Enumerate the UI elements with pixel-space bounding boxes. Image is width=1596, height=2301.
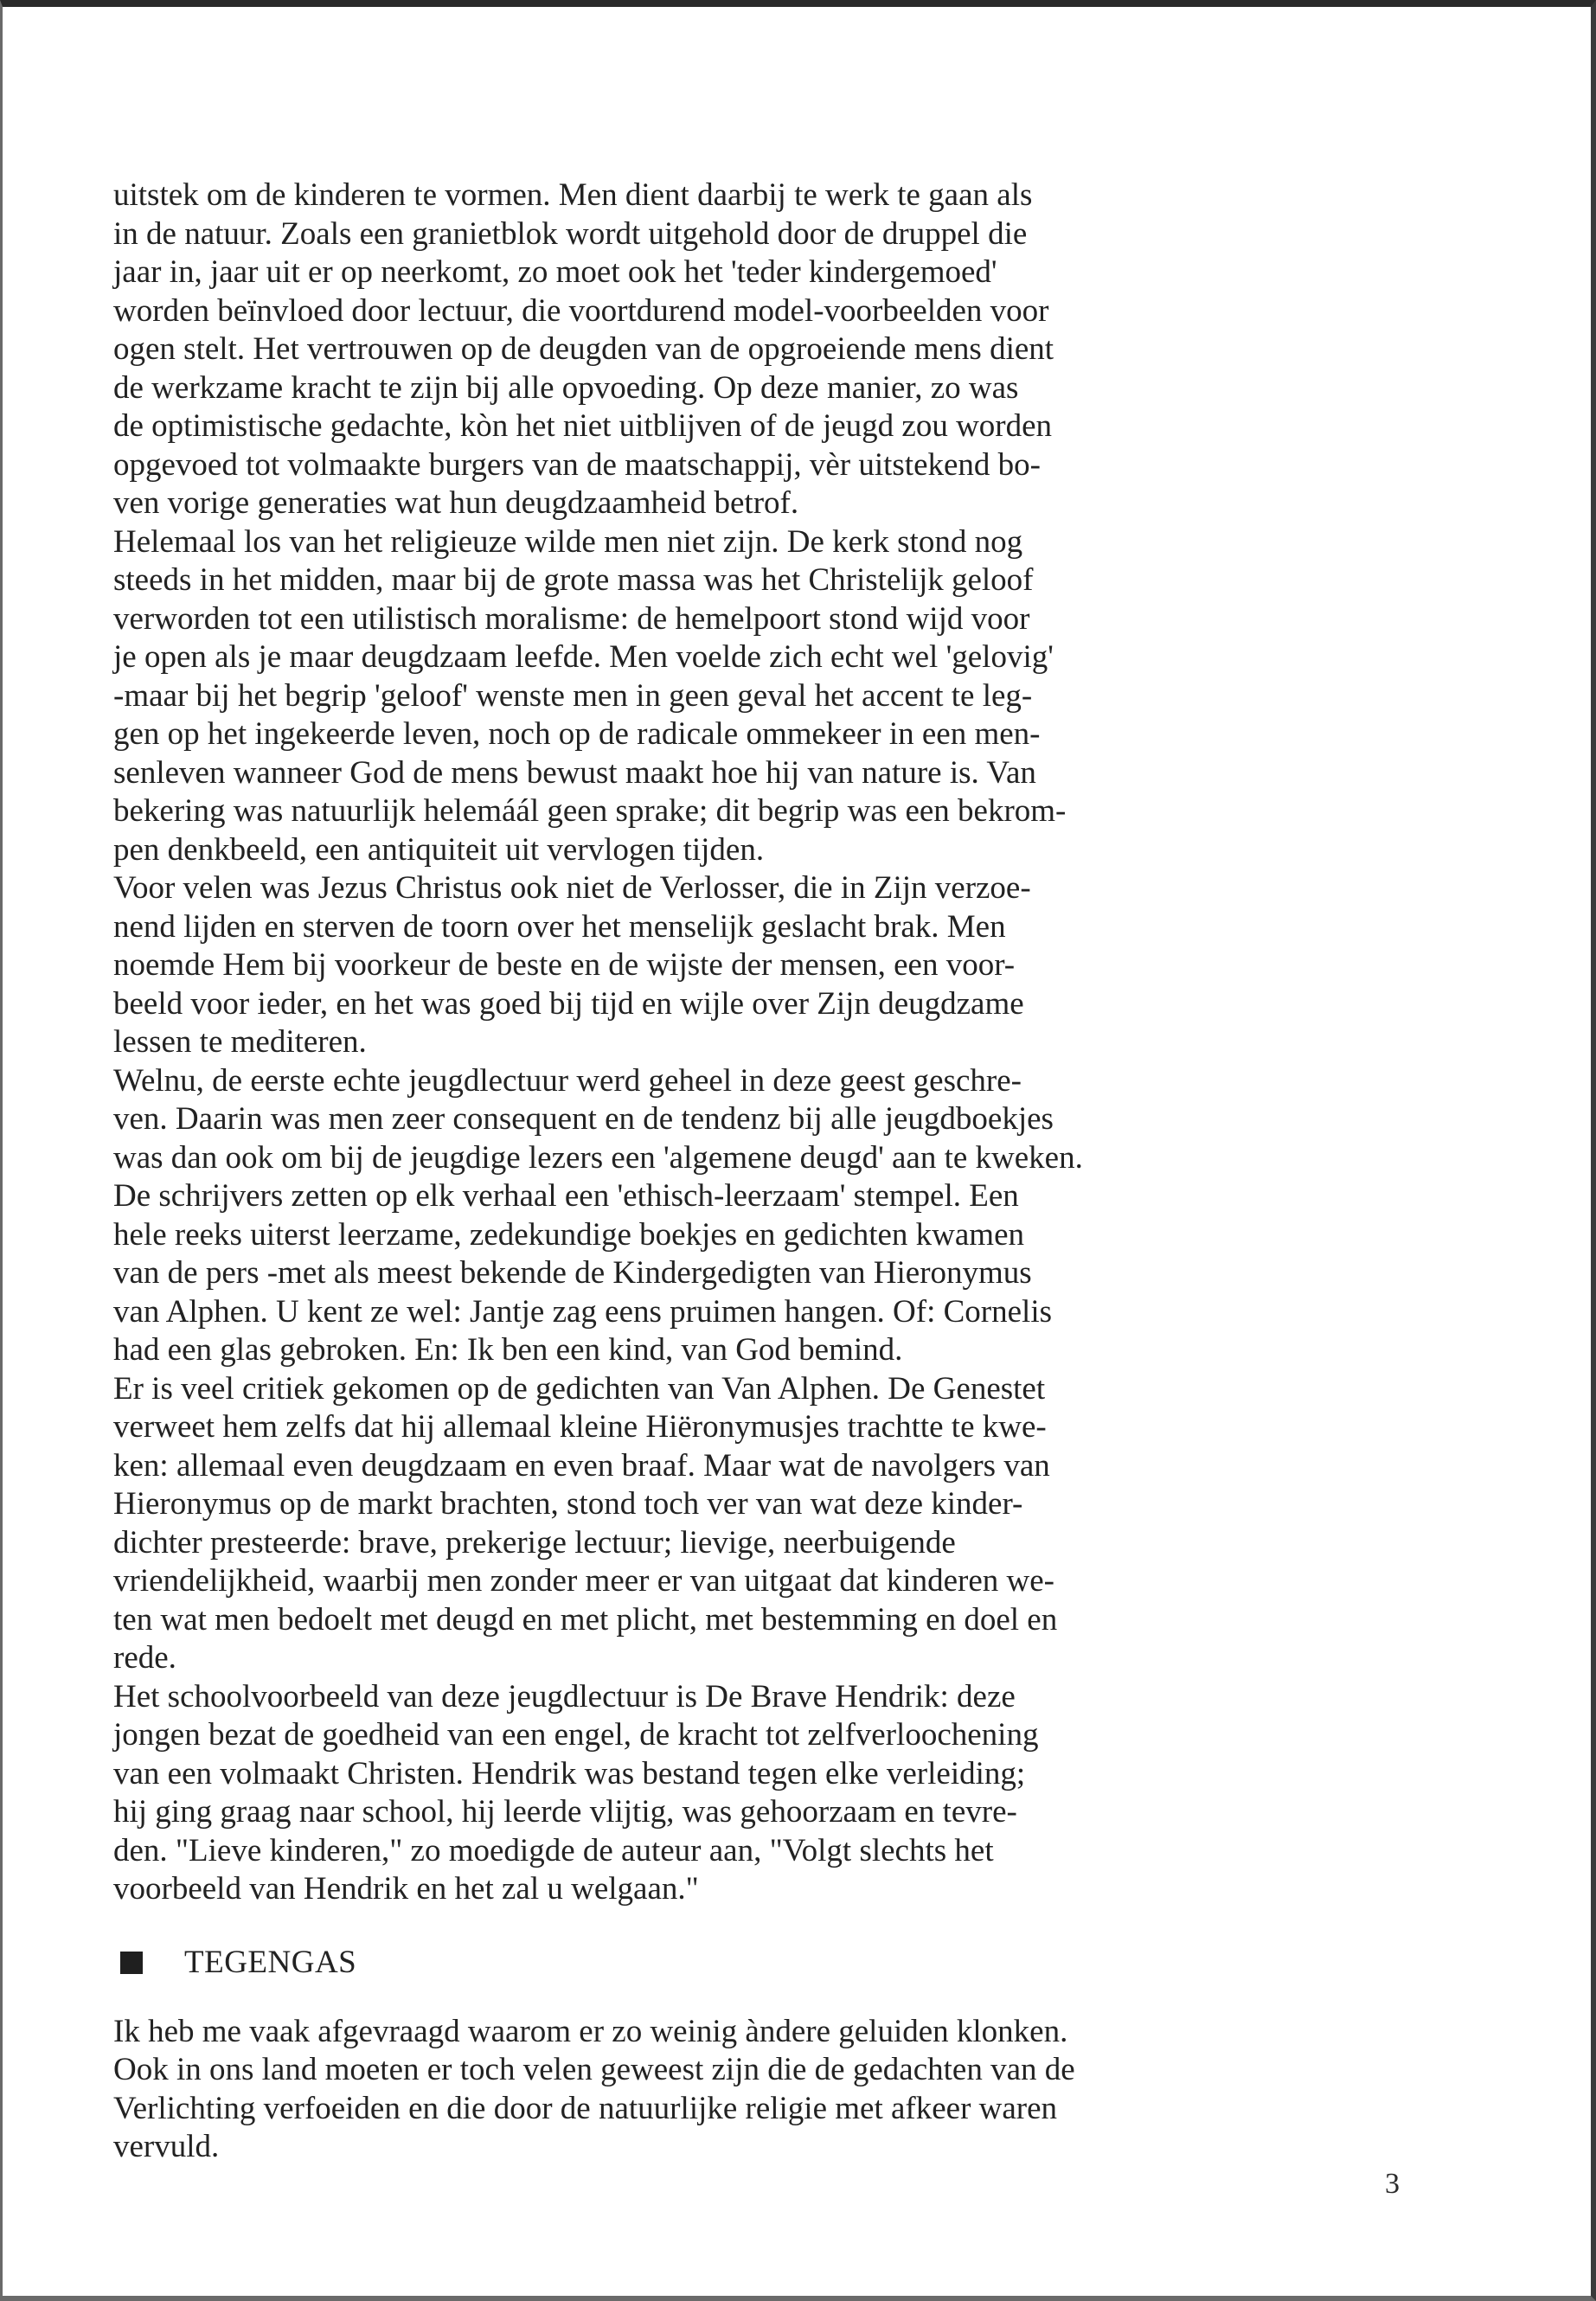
text-line: van de pers -met als meest bekende de Kindergedigten van Hieronymus [113,1255,1032,1291]
text-line: ogen stelt. Het vertrouwen op de deugden van de opgroeiende mens dient [113,331,1054,367]
text-line: Helemaal los van het religieuze wilde men niet zijn. De kerk stond nog [113,523,1023,560]
text-line: Er is veel critiek gekomen op de gedichten van Van Alphen. De Genestet [113,1370,1046,1407]
text-line: jongen bezat de goedheid van een engel, de kracht tot zelfverloochening [113,1717,1039,1753]
page-number: 3 [1385,2168,1400,2200]
text-line: van Alphen. U kent ze wel: Jantje zag eens pruimen hangen. Of: Cornelis [113,1293,1053,1330]
text-line: in de natuur. Zoals een granietblok wordt uitgehold door de druppel die [113,215,1028,252]
text-line: voorbeeld van Hendrik en het zal u welgaan." [113,1871,699,1907]
text-line: nend lijden en sterven de toorn over het menselijk geslacht brak. Men [113,908,1006,945]
text-line: van een volmaakt Christen. Hendrik was bestand tegen elke verleiding; [113,1755,1026,1791]
text-line: ven vorige generaties wat hun deugdzaamheid betrof. [113,485,799,521]
text-line: den. "Lieve kinderen," zo moedigde de auteur aan, "Volgt slechts het [113,1832,994,1868]
section-heading [113,1944,1428,1982]
text-line: de optimistische gedachte, kòn het niet uitblijven of de jeugd zou worden [113,408,1053,444]
paragraph-1 [113,176,1428,523]
text-line: hele reeks uiterst leerzame, zedekundige boekjes en gedichten kwamen [113,1216,1025,1253]
text-line: De schrijvers zetten op elk verhaal een 'ethisch-leerzaam' stempel. Een [113,1178,1019,1214]
text-line: ten wat men bedoelt met deugd en met plicht, met bestemming en doel en [113,1601,1058,1638]
text-line: gen op het ingekeerde leven, noch op de radicale ommekeer in een men- [113,716,1041,752]
text-line: rede. [113,1640,176,1676]
text-line: verworden tot een utilistisch moralisme: de hemelpoort stond wijd voor [113,600,1030,637]
text-line: jaar in, jaar uit er op neerkomt, zo moet ook het 'teder kindergemoed' [113,254,997,290]
text-line: worden beïnvloed door lectuur, die voortdurend model-voorbeelden voor [113,292,1049,329]
text-line: senleven wanneer God de mens bewust maakt hoe hij van nature is. Van [113,754,1036,791]
text-line: -maar bij het begrip 'geloof' wenste men in geen geval het accent te leg- [113,677,1033,714]
text-line: dichter presteerde: brave, prekerige lectuur; lievige, neerbuigende [113,1524,956,1561]
paragraph-3 [113,869,1428,1062]
text-line: was dan ook om bij de jeugdige lezers een 'algemene deugd' aan te kweken. [113,1139,1083,1176]
text-line: Ook in ons land moeten er toch velen geweest zijn die de gedachten van de [113,2052,1075,2087]
text-line: ven. Daarin was men zeer consequent en de tendenz bij alle jeugdboekjes [113,1101,1054,1137]
paragraph-4 [113,1062,1428,1370]
paragraph-2 [113,523,1428,870]
text-line: lessen te mediteren. [113,1024,367,1060]
text-line: hij ging graag naar school, hij leerde vlijtig, was gehoorzaam en tevre- [113,1794,1017,1830]
text-line: Voor velen was Jezus Christus ook niet de Verlosser, die in Zijn verzoe- [113,870,1031,906]
text-line: had een glas gebroken. En: Ik ben een kind, van God bemind. [113,1332,903,1368]
text-line: Welnu, de eerste echte jeugdlectuur werd geheel in deze geest geschre- [113,1062,1022,1099]
text-line: noemde Hem bij voorkeur de beste en de wijste der mensen, een voor- [113,947,1016,983]
text-line: beeld voor ieder, en het was goed bij tijd en wijle over Zijn deugdzame [113,985,1024,1022]
text-line: Hieronymus op de markt brachten, stond toch ver van wat deze kinder- [113,1486,1023,1522]
text-line: ken: allemaal even deugdzaam en even braaf. Maar wat de navolgers van [113,1447,1050,1484]
text-line: steeds in het midden, maar bij de grote massa was het Christelijk geloof [113,562,1034,598]
page-body [113,176,1428,2167]
text-line: vriendelijkheid, waarbij men zonder meer er van uitgaat dat kinderen we- [113,1563,1054,1599]
text-line: uitstek om de kinderen te vormen. Men dient daarbij te werk te gaan als [113,177,1033,213]
paragraph-6 [113,1678,1428,1909]
text-line: vervuld. [113,2129,220,2164]
text-line: Ik heb me vaak afgevraagd waarom er zo weinig àndere geluiden klonken. [113,2013,1068,2049]
text-line: pen denkbeeld, een antiquiteit uit vervlogen tijden. [113,831,765,868]
text-line: Het schoolvoorbeeld van deze jeugdlectuur is De Brave Hendrik: deze [113,1678,1016,1715]
text-line: opgevoed tot volmaakte burgers van de maatschappij, vèr uitstekend bo- [113,446,1042,483]
section-paragraph [113,2013,1428,2167]
paragraph-5 [113,1370,1428,1678]
text-line: Verlichting verfoeiden en die door de natuurlijke religie met afkeer waren [113,2090,1058,2126]
square-bullet-icon [120,1952,143,1974]
text-line: je open als je maar deugdzaam leefde. Men voelde zich echt wel 'gelovig' [113,639,1054,675]
section-title: TEGENGAS [184,1945,357,1980]
text-line: bekering was natuurlijk helemáál geen sprake; dit begrip was een bekrom- [113,793,1067,829]
text-line: verweet hem zelfs dat hij allemaal kleine Hiëronymusjes trachtte te kwe- [113,1409,1047,1445]
text-line: de werkzame kracht te zijn bij alle opvoeding. Op deze manier, zo was [113,369,1019,406]
